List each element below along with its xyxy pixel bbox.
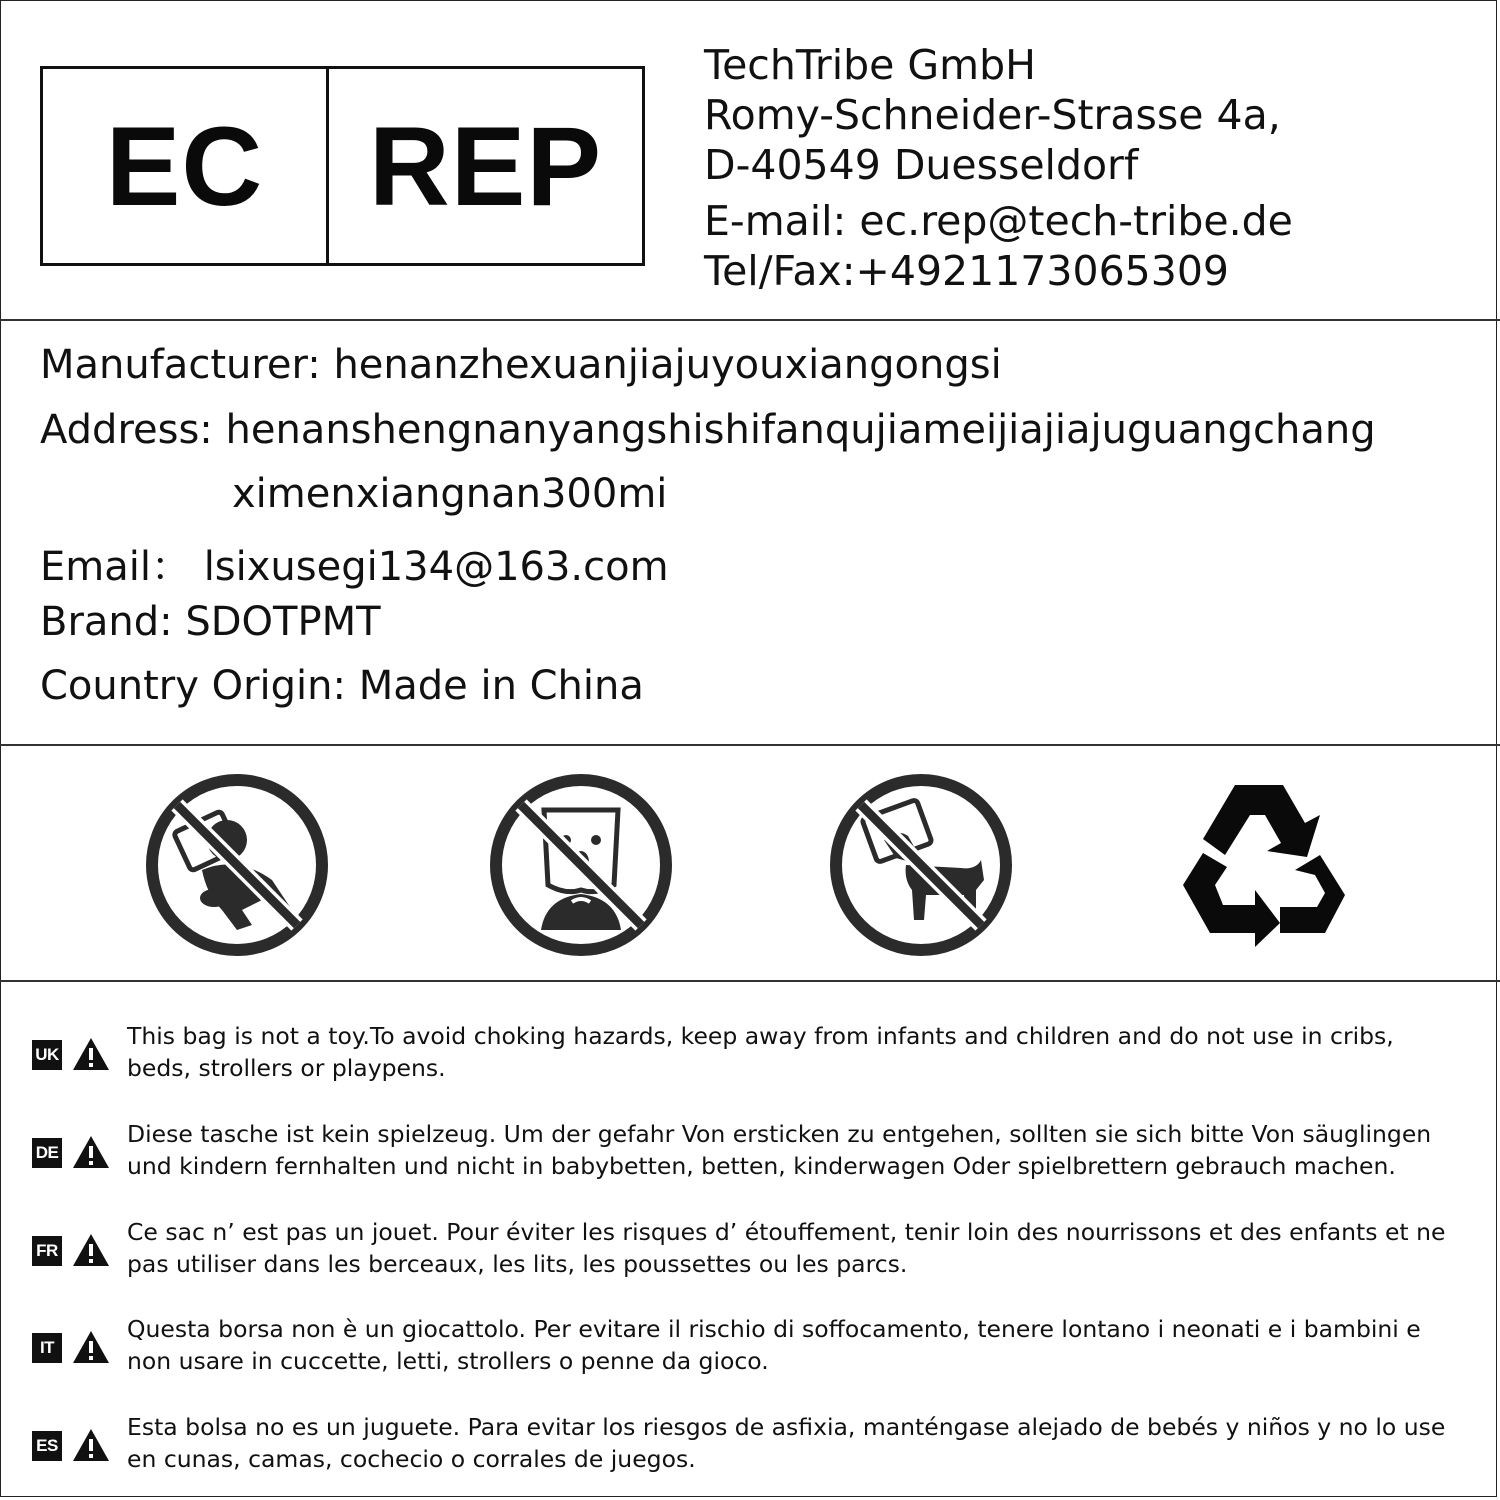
section-divider	[0, 744, 1500, 746]
email-line: Email： lsixusegi134@163.com	[40, 544, 669, 590]
ec-rep-symbol	[40, 66, 645, 266]
warning-text: Questa borsa non è un giocattolo. Per evitare il rischio di soffocamento, tenere lontano i neonati e i bambini e non usare in cuccette, letti, strollers o penne da gioco.	[127, 1315, 1421, 1375]
warning-triangle-icon	[72, 1427, 110, 1463]
manufacturer-line: Manufacturer: henanzhexuanjiajuyouxiangongsi	[40, 342, 1002, 388]
section-divider	[0, 319, 1500, 321]
no-pet-icon	[826, 770, 1016, 960]
ec-rep-city: D-40549 Duesseldorf	[704, 141, 1139, 189]
safety-symbols	[0, 760, 1500, 970]
warning-triangle-icon	[72, 1232, 110, 1268]
brand-line: Brand: SDOTPMT	[40, 599, 381, 645]
flag-es-icon: ES	[32, 1431, 62, 1461]
recycle-icon	[1175, 775, 1355, 950]
ec-rep-email: E-mail: ec.rep@tech-tribe.de	[704, 197, 1293, 245]
warning-text: Diese tasche ist kein spielzeug. Um der gefahr Von ersticken zu entgehen, sollten sie sich bitte Von säuglingen und kindern fernhalten und nicht in babybetten, betten, kinderwagen Oder spielbrettern gebrauch machen.	[127, 1120, 1432, 1180]
flag-uk-icon: UK	[32, 1040, 62, 1070]
flag-fr-icon: FR	[32, 1236, 62, 1266]
ec-rep-contact	[704, 40, 1293, 296]
no-bag-over-head-icon	[486, 770, 676, 960]
warning-text: This bag is not a toy.To avoid choking hazards, keep away from infants and children and do not use in cribs, beds, strollers or playpens.	[127, 1022, 1394, 1082]
ec-rep-company: TechTribe GmbH	[704, 41, 1036, 89]
ec-rep-symbol-left: EC	[43, 69, 329, 263]
flag-it-icon: IT	[32, 1333, 62, 1363]
warning-triangle-icon	[72, 1134, 110, 1170]
warning-triangle-icon	[72, 1036, 110, 1072]
ec-rep-symbol-right: REP	[368, 103, 603, 229]
ec-rep-street: Romy-Schneider-Strasse 4a,	[704, 91, 1281, 139]
no-baby-crawling-icon	[142, 770, 332, 960]
warning-text: Esta bolsa no es un juguete. Para evitar los riesgos de asfixia, manténgase alejado de bebés y niños y no lo use en cunas, camas, cochecio o corrales de juegos.	[127, 1413, 1446, 1473]
section-divider	[0, 980, 1500, 982]
ec-rep-tel: Tel/Fax:+4921173065309	[704, 247, 1229, 295]
origin-line: Country Origin: Made in China	[40, 663, 644, 709]
warning-triangle-icon	[72, 1329, 110, 1365]
address-line-1: Address: henanshengnanyangshishifanqujiameijiajiajuguangchang	[40, 407, 1376, 453]
warning-text: Ce sac n’ est pas un jouet. Pour éviter les risques d’ étouffement, tenir loin des nourrissons et des enfants et ne pas utiliser dans les berceaux, les lits, les poussettes ou les parcs.	[127, 1218, 1446, 1278]
address-line-2: ximenxiangnan300mi	[232, 471, 668, 517]
flag-de-icon: DE	[32, 1138, 62, 1168]
